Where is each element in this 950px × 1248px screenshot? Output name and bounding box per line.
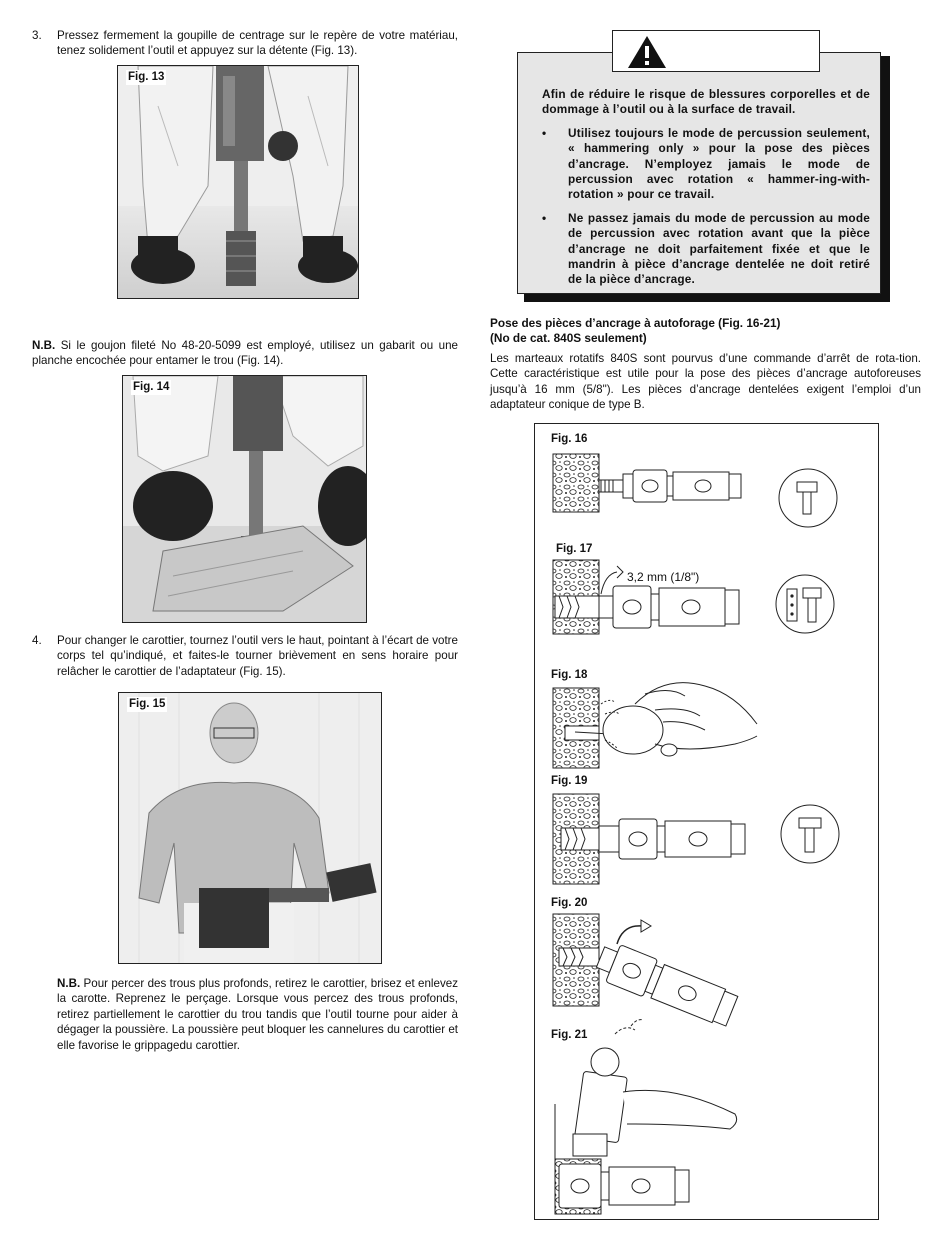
note-1 (32, 338, 458, 369)
figure-13-photo (118, 66, 358, 298)
section-heading-line-2: (No de cat. 840S seulement) (490, 331, 647, 345)
step-3-text: Pressez fermement la goupille de centrage sur le repère de votre matériau, tenez solidement l’outil et appuyez sur la détente (Fig. 13). (57, 29, 458, 58)
step-4-number: 4. (32, 634, 42, 647)
section-heading-line-1: Pose des pièces d’ancrage à autoforage (Fig. 16-21) (490, 316, 781, 330)
warning-tab (612, 30, 820, 72)
step-4-text: Pour changer le carottier, tournez l’outil vers le haut, pointant à l’écart de votre corps tel qu’indiqué, et faites-le tourner brièvement en sens horaire pour relâcher le carottier de l’adaptateur (Fig. 15). (57, 634, 458, 678)
bullet-glyph: • (542, 210, 547, 225)
warning-box (517, 52, 881, 294)
fig-18-label: Fig. 18 (551, 669, 588, 681)
note-2-prefix: N.B. (57, 977, 81, 990)
warning-intro: Afin de réduire le risque de blessures corporelles et de dommage à l’outil ou à la surface de travail. (542, 87, 870, 117)
figure-15 (118, 692, 382, 964)
fig-18-art (553, 683, 757, 768)
figure-15-photo (119, 693, 381, 963)
fig-21-label: Fig. 21 (551, 1029, 588, 1041)
warning-item-text: Utilisez toujours le mode de percussion seulement, « hammering only » pour la pose des pièces d’ancrage. N’employez jamais le mode de percussion avec rotation « hammer-ing-with-rotation » pour ce travail. (568, 125, 870, 202)
section-body: Les marteaux rotatifs 840S sont pourvus d’une commande d’arrêt de rota-tion. Cette caractéristique est utile pour la pose des pièces d’ancrage autoforeuses jusqu’à 16 mm (5/8"). Les pièces d’ancrage dentelées exigent l’emploi d’un adaptateur conique de type B. (490, 352, 921, 412)
fig-20-label: Fig. 20 (551, 897, 588, 909)
fig-20-art (553, 914, 739, 1030)
anchor-diagram (534, 423, 879, 1220)
figure-15-label: Fig. 15 (127, 697, 167, 712)
fig-16-label: Fig. 16 (551, 433, 588, 445)
figure-14-photo (123, 376, 366, 622)
note-1-text: Si le goujon fileté No 48-20-5099 est employé, utilisez un gabarit ou une planche encochée pour entamer le trou (Fig. 14). (32, 339, 458, 368)
figure-14 (122, 375, 367, 623)
fig-17-label: Fig. 17 (556, 543, 593, 555)
figure-13 (117, 65, 359, 299)
note-1-prefix: N.B. (32, 339, 56, 352)
fig-21-art (555, 1020, 737, 1214)
warning-list (542, 126, 870, 288)
note-2 (57, 976, 458, 1053)
figure-13-label: Fig. 13 (126, 70, 166, 85)
bullet-glyph: • (542, 125, 547, 140)
figure-14-label: Fig. 14 (131, 380, 171, 395)
note-2-text: Pour percer des trous plus profonds, retirez le carottier, brisez et enlevez la carotte. Reprenez le perçage. Lorsque vous percez des trous profonds, retirez partiellement le carottier du trou tandis que l’outil tourne pour aider à dégager la poussière. La poussière peut bloquer les cannelures du carottier et elle favorise le grippagedu carottier. (57, 977, 458, 1052)
warning-item (542, 126, 870, 203)
fig-16-art (553, 454, 837, 527)
fig-17-art (553, 560, 834, 634)
fig-19-art (553, 794, 839, 884)
warning-item (542, 211, 870, 288)
fig-19-label: Fig. 19 (551, 775, 588, 787)
warning-triangle-icon (627, 35, 667, 69)
dimension-label: 3,2 mm (1/8") (627, 570, 700, 584)
anchor-diagram-art (535, 424, 878, 1219)
step-3-number: 3. (32, 29, 42, 42)
warning-item-text: Ne passez jamais du mode de percussion au mode de percussion avec rotation avant que la pièce d’ancrage ne doit parfaitement fixée et que le mandrin à pièce d’ancrage dentelée ne doit retiré de la pièce d’ancrage. (568, 210, 870, 287)
